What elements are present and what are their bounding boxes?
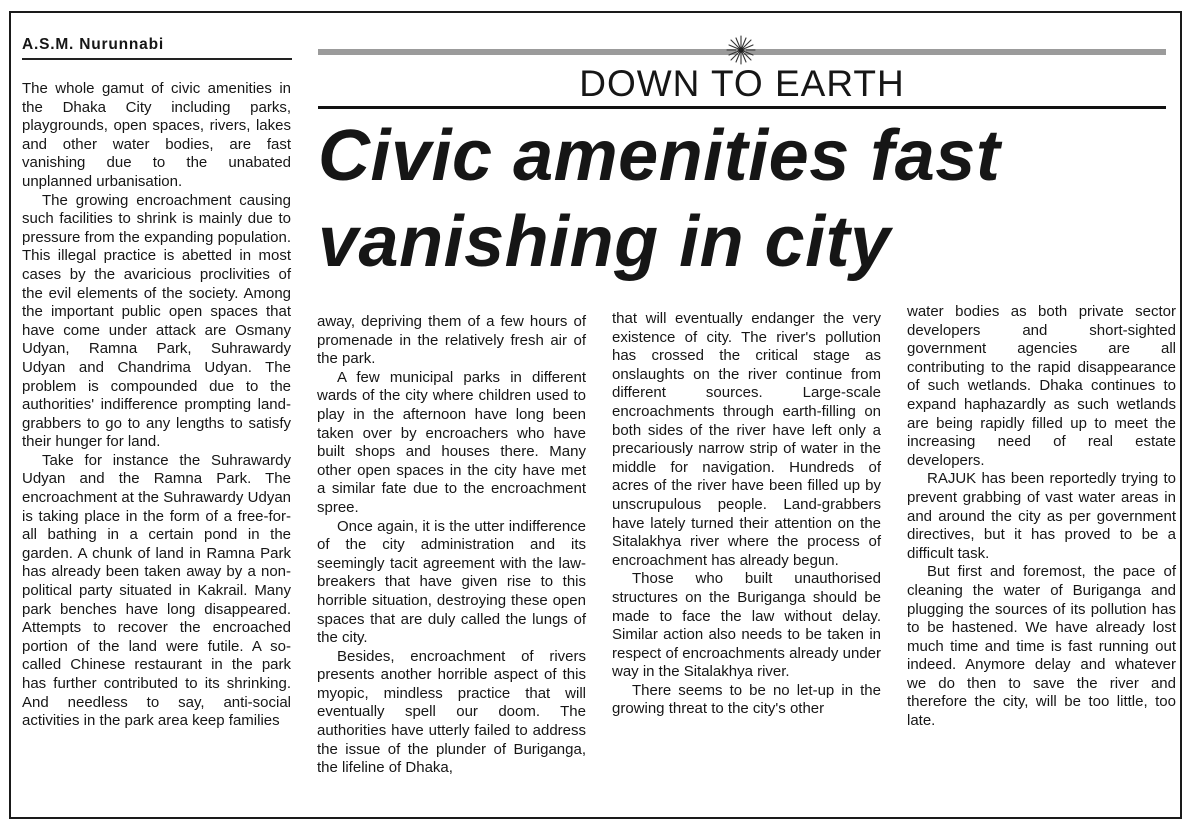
paragraph: Take for instance the Suhrawardy Udyan and the Ramna Park. The encroachment at the Suhrawardy Udyan is taking place in the form of a free-for-all bathing in a certain pond in the garden. A chunk of land in Ramna Park has already been taken away by a non-political party situated in Kakrail. Many park benches have long disappeared. Attempts to recover the encroached portion of the land were futile. A so-called Chinese restaurant in the park has further contributed to its shrinking. And needless to say, anti-social activities in the park area keep families: [22, 451, 291, 730]
body-column-3: [612, 310, 881, 719]
byline-rule: [22, 58, 292, 60]
paragraph: But first and foremost, the pace of cleaning the water of Buriganga and plugging the sources of its pollution has to be hastened. We have already lost much time and time is fast running out indeed. Anymore delay and whatever we do then to save the river and therefore the city, will be too little, too late.: [907, 563, 1176, 730]
headline: [318, 113, 1178, 285]
headline-line-2: vanishing in city: [318, 202, 891, 282]
paragraph: that will eventually endanger the very existence of city. The river's pollution has crossed the critical stage as onslaughts on the river continue from different sources. Large-scale encroachments through earth-filling on both sides of the river have left only a precariously narrow strip of water in the middle for navigation. Hundreds of acres of the river have been filled up by unscrupulous people. Land-grabbers have lately turned their attention on the Sitalakhya river where the process of encroachment has already begun.: [612, 310, 881, 569]
paragraph: away, depriving them of a few hours of promenade in the relatively fresh air of the park.: [317, 313, 586, 368]
body-column-1: [22, 80, 291, 731]
paragraph: water bodies as both private sector developers and short-sighted government agencies are all contributing to the rapid disappearance of such wetlands. Dhaka continues to expand haphazardly as such wetlands are being rapidly filled up to meet the increasing need of real estate developers.: [907, 303, 1176, 469]
paragraph: A few municipal parks in different wards of the city where children used to play in the afternoon have long been taken over by encroachers who have built shops and houses there. Many other open spaces in the city have met a similar fate due to the encroachment spree.: [317, 368, 586, 516]
paragraph: There seems to be no let-up in the growing threat to the city's other: [612, 681, 881, 718]
paragraph: Once again, it is the utter indifference of the city administration and its seemingly tacit agreement with the law-breakers that have given rise to this horrible situation, destroying these open spaces that are duly called the lungs of the city.: [317, 517, 586, 647]
paragraph: The growing encroachment causing such facilities to shrink is mainly due to pressure from the expanding population. This illegal practice is abetted in most cases by the avaricious proclivities of the evil elements of the society. Among the important public open spaces that have come under attack are Osmany Udyan, Ramna Park, Suhrawardy Udyan and Chandrima Udyan. The problem is compounded due to the authorities' indifference prompting land-grabbers to go to any lengths to satisfy their hunger for land.: [22, 191, 291, 451]
byline: A.S.M. Nurunnabi: [22, 36, 164, 53]
paragraph: Besides, encroachment of rivers presents another horrible aspect of this myopic, mindless practice that will eventually spell our doom. The authorities have utterly failed to address the issue of the plunder of Buriganga, the lifeline of Dhaka,: [317, 647, 586, 777]
body-column-2: [317, 313, 586, 778]
paragraph: Those who built unauthorised structures on the Buriganga should be made to face the law without delay. Similar action also needs to be taken in respect of encroachments already under way in the Sitalakhya river.: [612, 570, 881, 681]
headline-line-1: Civic amenities fast: [318, 116, 1001, 196]
paragraph: The whole gamut of civic amenities in the Dhaka City including parks, playgrounds, open spaces, rivers, lakes and other water bodies, are fast vanishing due to the unabated unplanned urbanisation.: [22, 80, 291, 190]
column-kicker: DOWN TO EARTH: [579, 63, 905, 104]
kicker-rule: [318, 106, 1166, 109]
body-column-4: [907, 303, 1176, 731]
sparkle-icon: [726, 35, 756, 65]
paragraph: RAJUK has been reportedly trying to prevent grabbing of vast water areas in and around the city as per government directives, but it has proved to be a difficult task.: [907, 470, 1176, 562]
